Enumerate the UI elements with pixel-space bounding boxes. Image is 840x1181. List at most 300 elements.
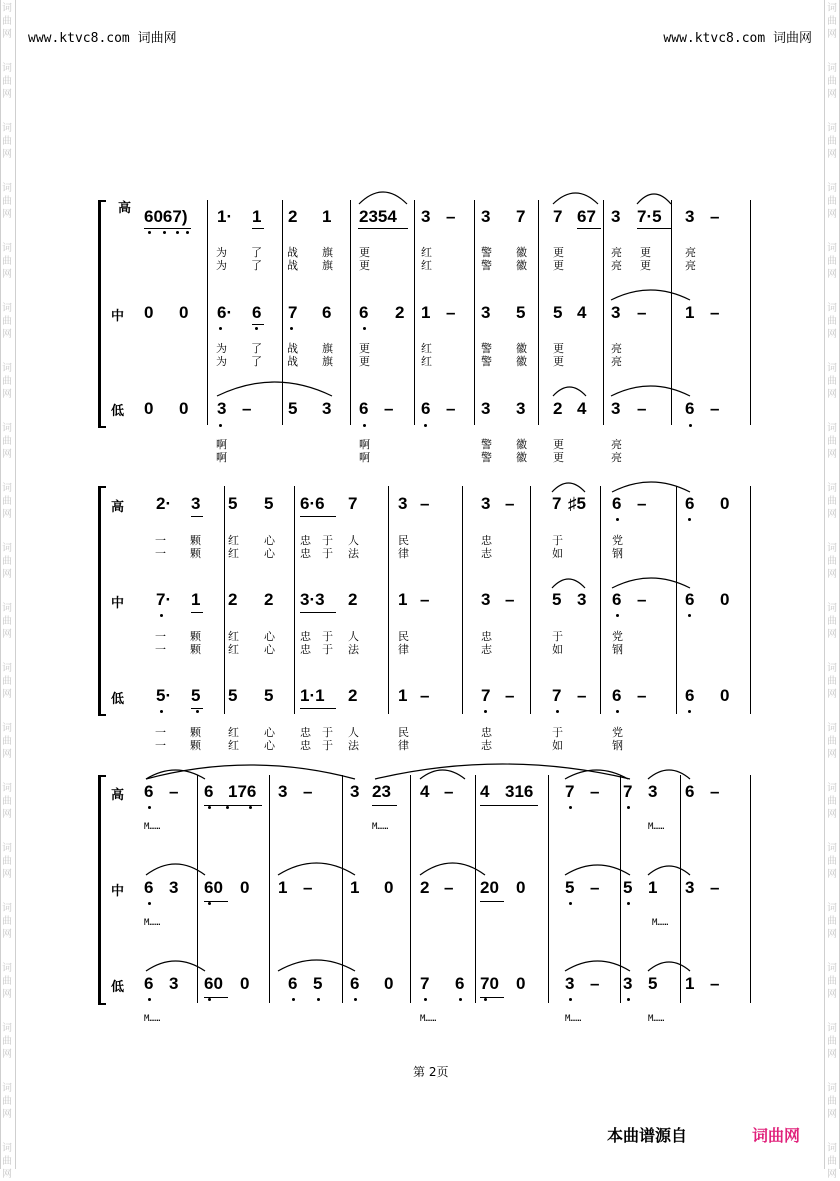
high-lyric-verse2: 了 (251, 259, 262, 272)
high-lyric-verse2: 红 (421, 259, 432, 272)
high-lyric-verse2: 旗 (322, 259, 333, 272)
low-lyric-verse2: 如 (552, 739, 563, 752)
watermark-text: 词 曲 网 (827, 243, 837, 280)
high-lyric-verse1: 战 (287, 246, 298, 259)
low-lyric-verse1: 亮 (611, 438, 622, 451)
mid-lyric-verse2: 颗 (190, 643, 201, 656)
low-note: 6 (612, 686, 622, 705)
low-note: 60 (204, 974, 223, 993)
mid-note: 7· (156, 590, 172, 609)
low-note: 5 (264, 686, 274, 705)
high-note: – (446, 207, 456, 226)
high-note: 7·5 (637, 207, 662, 226)
part-label-mid: 中 (111, 884, 125, 899)
high-note: – (420, 494, 430, 513)
slur (146, 770, 205, 779)
high-note: 7 (348, 494, 358, 513)
high-lyric-verse1: 红 (228, 534, 239, 547)
high-lyric-verse1: 徽 (516, 246, 527, 259)
low-lyric-verse2: 颗 (190, 739, 201, 752)
hum-mark: M…… (372, 822, 389, 832)
mid-lyric-verse1: 红 (421, 342, 432, 355)
mid-note: 1 (191, 590, 201, 609)
high-note: 176 (228, 782, 257, 801)
low-note: 5 (648, 974, 658, 993)
slur (146, 864, 205, 875)
watermark-text: 词 曲 网 (827, 543, 837, 580)
slur (565, 865, 630, 875)
mid-lyric-verse2: 志 (481, 643, 492, 656)
low-note: 2 (553, 399, 563, 418)
hum-mark: M…… (652, 918, 669, 928)
slur (611, 290, 690, 300)
high-note: 67 (577, 207, 596, 226)
mid-lyric-verse1: 红 (228, 630, 239, 643)
low-lyric-verse1: 心 (264, 726, 275, 739)
high-note: 6 (612, 494, 622, 513)
low-lyric-verse2: 心 (264, 739, 275, 752)
low-note: 6 (288, 974, 298, 993)
mid-note: 1 (398, 590, 408, 609)
high-note: 0 (720, 494, 730, 513)
high-lyric-verse2: 亮 (611, 259, 622, 272)
slur (565, 770, 628, 779)
mid-lyric-verse2: 旗 (322, 355, 333, 368)
watermark-text: 词 曲 网 (2, 603, 12, 640)
mid-note: 3 (481, 303, 491, 322)
watermark-text: 词 曲 网 (827, 423, 837, 460)
high-lyric-verse1: 心 (264, 534, 275, 547)
mid-lyric-verse1: 忠 (481, 630, 492, 643)
mid-note: 0 (144, 303, 154, 322)
part-label-low: 低 (111, 980, 125, 995)
mid-lyric-verse2: 律 (398, 643, 409, 656)
low-note: 7 (552, 686, 562, 705)
watermark-text: 词 曲 网 (2, 423, 12, 460)
hum-mark: M…… (144, 1014, 161, 1024)
high-note: – (505, 494, 515, 513)
high-note: 5 (228, 494, 238, 513)
mid-lyric-verse2: 红 (421, 355, 432, 368)
watermark-text: 词 曲 网 (827, 603, 837, 640)
high-lyric-verse1: 于 (552, 534, 563, 547)
high-note: 6067) (144, 207, 188, 226)
slur (553, 387, 586, 396)
low-note: 0 (516, 974, 526, 993)
low-lyric-verse1: 啊 (216, 438, 227, 451)
watermark-text: 词 曲 网 (2, 723, 12, 760)
low-lyric-verse2: 警 (481, 451, 492, 464)
high-note: 6·6 (300, 494, 325, 513)
watermark-text: 词 曲 网 (827, 843, 837, 880)
high-note: 3 (278, 782, 288, 801)
mid-note: – (637, 590, 647, 609)
watermark-text: 词 曲 网 (2, 183, 12, 220)
high-lyric-verse2: 律 (398, 547, 409, 560)
high-lyric-verse2: 徽 (516, 259, 527, 272)
watermark-text: 词 曲 网 (827, 663, 837, 700)
high-lyric-verse1: 亮 (685, 246, 696, 259)
low-note: 6 (359, 399, 369, 418)
high-note: 3 (421, 207, 431, 226)
mid-lyric-verse1: 党 (612, 630, 623, 643)
low-lyric-verse2: 更 (553, 451, 564, 464)
watermark-text: 词 曲 网 (827, 723, 837, 760)
high-note: ♯5 (568, 494, 586, 513)
mid-note: 0 (240, 878, 250, 897)
high-note: 4 (420, 782, 430, 801)
mid-note: 6 (359, 303, 369, 322)
mid-note: 1 (648, 878, 658, 897)
mid-note: 6 (144, 878, 154, 897)
slur (637, 194, 671, 204)
mid-lyric-verse1: 心 (264, 630, 275, 643)
low-lyric-verse2: 一 (155, 739, 166, 752)
watermark-text: 词 曲 网 (827, 3, 837, 40)
part-label-high: 高 (118, 201, 132, 216)
low-note: 1 (685, 974, 695, 993)
mid-note: 20 (480, 878, 499, 897)
watermark-text: 词 曲 网 (827, 363, 837, 400)
low-lyric-verse2: 啊 (359, 451, 370, 464)
high-note: 1 (252, 207, 262, 226)
mid-note: 1 (278, 878, 288, 897)
low-lyric-verse1: 警 (481, 438, 492, 451)
low-note: – (577, 686, 587, 705)
low-note: 0 (144, 399, 154, 418)
high-lyric-verse1: 警 (481, 246, 492, 259)
high-note: 1· (217, 207, 233, 226)
mid-note: – (505, 590, 515, 609)
slur (420, 770, 465, 779)
watermark-text: 词 曲 网 (2, 1023, 12, 1060)
slur (565, 961, 630, 971)
mid-note: 2 (420, 878, 430, 897)
mid-lyric-verse2: 法 (348, 643, 359, 656)
mid-note: 60 (204, 878, 223, 897)
high-lyric-verse2: 更 (359, 259, 370, 272)
mid-lyric-verse1: 警 (481, 342, 492, 355)
low-lyric-verse1: 于 (322, 726, 333, 739)
part-label-mid: 中 (111, 309, 125, 324)
slur (612, 482, 690, 492)
mid-note: 0 (720, 590, 730, 609)
slur (552, 483, 585, 492)
mid-lyric-verse1: 了 (251, 342, 262, 355)
mid-note: 6· (217, 303, 233, 322)
low-lyric-verse1: 忠 (481, 726, 492, 739)
mid-lyric-verse1: 颗 (190, 630, 201, 643)
mid-lyric-verse2: 战 (287, 355, 298, 368)
mid-note: – (420, 590, 430, 609)
mid-note: 2 (264, 590, 274, 609)
low-note: 6 (685, 686, 695, 705)
high-lyric-verse1: 民 (398, 534, 409, 547)
part-label-low: 低 (111, 404, 125, 419)
mid-note: 3·3 (300, 590, 325, 609)
watermark-text: 词 曲 网 (827, 63, 837, 100)
low-note: – (242, 399, 252, 418)
mid-note: – (446, 303, 456, 322)
high-lyric-verse2: 志 (481, 547, 492, 560)
high-note: 2· (156, 494, 172, 513)
slur (420, 863, 485, 875)
high-lyric-verse2: 更 (640, 259, 651, 272)
high-note: 3 (398, 494, 408, 513)
mid-note: 1 (685, 303, 695, 322)
low-note: 70 (480, 974, 499, 993)
high-note: 5 (264, 494, 274, 513)
high-note: 3 (191, 494, 201, 513)
mid-note: 5 (565, 878, 575, 897)
high-note: 2354 (359, 207, 397, 226)
low-note: 3 (217, 399, 227, 418)
part-label-high: 高 (111, 500, 125, 515)
low-note: – (710, 974, 720, 993)
low-note: – (505, 686, 515, 705)
slur (278, 863, 355, 875)
high-lyric-verse2: 更 (553, 259, 564, 272)
mid-lyric-verse1: 徽 (516, 342, 527, 355)
slur (552, 579, 585, 588)
high-note: 3 (481, 207, 491, 226)
high-lyric-verse1: 于 (322, 534, 333, 547)
mid-lyric-verse1: 更 (553, 342, 564, 355)
mid-note: – (710, 303, 720, 322)
high-lyric-verse2: 战 (287, 259, 298, 272)
high-lyric-verse1: 了 (251, 246, 262, 259)
low-lyric-verse1: 党 (612, 726, 623, 739)
watermark-text: 词 曲 网 (827, 903, 837, 940)
mid-lyric-verse2: 如 (552, 643, 563, 656)
mid-lyric-verse2: 亮 (611, 355, 622, 368)
mid-note: 7 (288, 303, 298, 322)
mid-lyric-verse1: 忠 (300, 630, 311, 643)
low-note: 2 (348, 686, 358, 705)
low-lyric-verse1: 一 (155, 726, 166, 739)
low-note: – (637, 399, 647, 418)
slur (146, 961, 205, 971)
high-note: – (637, 494, 647, 513)
slur (648, 770, 690, 779)
watermark-text: 词 曲 网 (2, 903, 12, 940)
mid-lyric-verse2: 徽 (516, 355, 527, 368)
high-note: 3 (648, 782, 658, 801)
mid-note: – (444, 878, 454, 897)
low-note: 6 (350, 974, 360, 993)
slur (375, 764, 630, 779)
watermark-text: 词 曲 网 (2, 243, 12, 280)
low-note: 1 (398, 686, 408, 705)
low-note: 0 (384, 974, 394, 993)
slur (648, 866, 690, 875)
mid-lyric-verse1: 于 (552, 630, 563, 643)
low-note: 6 (685, 399, 695, 418)
watermark-text: 词 曲 网 (2, 783, 12, 820)
low-lyric-verse1: 红 (228, 726, 239, 739)
mid-note: 3 (169, 878, 179, 897)
low-lyric-verse2: 忠 (300, 739, 311, 752)
high-lyric-verse2: 颗 (190, 547, 201, 560)
mid-note: 3 (481, 590, 491, 609)
high-lyric-verse2: 钢 (612, 547, 623, 560)
high-note: 4 (480, 782, 490, 801)
footer-source-label: 本曲谱源自 (607, 1126, 688, 1145)
high-lyric-verse2: 红 (228, 547, 239, 560)
low-lyric-verse2: 律 (398, 739, 409, 752)
low-note: 6 (144, 974, 154, 993)
mid-note: – (303, 878, 313, 897)
high-lyric-verse2: 如 (552, 547, 563, 560)
mid-note: 2 (395, 303, 405, 322)
mid-lyric-verse2: 为 (216, 355, 227, 368)
mid-lyric-verse2: 更 (553, 355, 564, 368)
part-label-low: 低 (111, 692, 125, 707)
slur (612, 578, 690, 588)
low-note: 5 (313, 974, 323, 993)
high-note: 6 (685, 782, 695, 801)
mid-note: 5 (516, 303, 526, 322)
high-lyric-verse2: 警 (481, 259, 492, 272)
high-lyric-verse1: 旗 (322, 246, 333, 259)
watermark-text: 词 曲 网 (827, 1143, 837, 1180)
watermark-text: 词 曲 网 (2, 63, 12, 100)
high-note: – (444, 782, 454, 801)
high-note: – (169, 782, 179, 801)
high-lyric-verse1: 忠 (481, 534, 492, 547)
mid-note: 6 (685, 590, 695, 609)
slur (359, 192, 407, 204)
mid-lyric-verse1: 民 (398, 630, 409, 643)
mid-note: 2 (348, 590, 358, 609)
high-note: 3 (350, 782, 360, 801)
mid-lyric-verse2: 一 (155, 643, 166, 656)
high-note: 7 (623, 782, 633, 801)
low-note: 5 (288, 399, 298, 418)
mid-note: 5 (553, 303, 563, 322)
mid-lyric-verse1: 于 (322, 630, 333, 643)
low-note: 3 (516, 399, 526, 418)
high-lyric-verse1: 颗 (190, 534, 201, 547)
low-note: 7 (420, 974, 430, 993)
watermark-text: 词 曲 网 (2, 1143, 12, 1180)
high-note: 2 (288, 207, 298, 226)
high-note: 6 (685, 494, 695, 513)
high-note: 23 (372, 782, 391, 801)
mid-lyric-verse2: 红 (228, 643, 239, 656)
high-lyric-verse1: 亮 (611, 246, 622, 259)
high-lyric-verse1: 为 (216, 246, 227, 259)
high-note: 3 (611, 207, 621, 226)
watermark-text: 词 曲 网 (2, 543, 12, 580)
mid-note: 2 (228, 590, 238, 609)
watermark-text: 词 曲 网 (2, 663, 12, 700)
low-lyric-verse2: 志 (481, 739, 492, 752)
header-right-url: www.ktvc8.com 词曲网 (663, 31, 812, 46)
mid-note: 6 (252, 303, 262, 322)
watermark-text: 词 曲 网 (827, 183, 837, 220)
mid-lyric-verse1: 一 (155, 630, 166, 643)
mid-lyric-verse2: 警 (481, 355, 492, 368)
high-lyric-verse1: 党 (612, 534, 623, 547)
high-note: 7 (552, 494, 562, 513)
low-lyric-verse2: 亮 (611, 451, 622, 464)
part-label-high: 高 (111, 788, 125, 803)
high-note: 3 (481, 494, 491, 513)
high-lyric-verse2: 忠 (300, 547, 311, 560)
watermark-text: 词 曲 网 (2, 843, 12, 880)
low-note: 3 (611, 399, 621, 418)
watermark-text: 词 曲 网 (2, 1083, 12, 1120)
mid-lyric-verse2: 了 (251, 355, 262, 368)
low-lyric-verse1: 啊 (359, 438, 370, 451)
hum-mark: M…… (565, 1014, 582, 1024)
low-note: – (384, 399, 394, 418)
high-lyric-verse1: 更 (359, 246, 370, 259)
slur (611, 386, 690, 396)
watermark-text: 词 曲 网 (827, 123, 837, 160)
mid-note: – (590, 878, 600, 897)
slur (217, 382, 332, 396)
low-note: 3 (322, 399, 332, 418)
low-note: 3 (623, 974, 633, 993)
watermark-text: 词 曲 网 (827, 963, 837, 1000)
low-lyric-verse1: 忠 (300, 726, 311, 739)
low-note: 3 (481, 399, 491, 418)
watermark-text: 词 曲 网 (2, 3, 12, 40)
high-note: 3 (685, 207, 695, 226)
mid-note: 3 (577, 590, 587, 609)
high-note: – (303, 782, 313, 801)
high-lyric-verse1: 忠 (300, 534, 311, 547)
low-note: – (637, 686, 647, 705)
low-lyric-verse2: 法 (348, 739, 359, 752)
high-lyric-verse2: 亮 (685, 259, 696, 272)
high-lyric-verse1: 红 (421, 246, 432, 259)
mid-note: 4 (577, 303, 587, 322)
low-note: 6 (421, 399, 431, 418)
low-note: 7 (481, 686, 491, 705)
high-note: – (710, 207, 720, 226)
low-lyric-verse1: 民 (398, 726, 409, 739)
hum-mark: M…… (420, 1014, 437, 1024)
mid-lyric-verse1: 为 (216, 342, 227, 355)
high-lyric-verse2: 心 (264, 547, 275, 560)
hum-mark: M…… (144, 822, 161, 832)
mid-note: 0 (516, 878, 526, 897)
low-note: 1·1 (300, 686, 325, 705)
high-lyric-verse1: 更 (640, 246, 651, 259)
slur (278, 960, 355, 971)
low-note: 3 (565, 974, 575, 993)
low-note: 5 (228, 686, 238, 705)
low-note: 4 (577, 399, 587, 418)
mid-lyric-verse2: 钢 (612, 643, 623, 656)
low-lyric-verse2: 徽 (516, 451, 527, 464)
watermark-text: 词 曲 网 (2, 483, 12, 520)
low-lyric-verse1: 颗 (190, 726, 201, 739)
low-lyric-verse1: 于 (552, 726, 563, 739)
watermark-text: 词 曲 网 (827, 1083, 837, 1120)
part-label-mid: 中 (111, 596, 125, 611)
high-note: 316 (505, 782, 534, 801)
high-note: 6 (204, 782, 214, 801)
low-note: 5· (156, 686, 172, 705)
slur (648, 962, 690, 971)
mid-lyric-verse1: 亮 (611, 342, 622, 355)
low-note: – (590, 974, 600, 993)
low-note: 6 (455, 974, 465, 993)
